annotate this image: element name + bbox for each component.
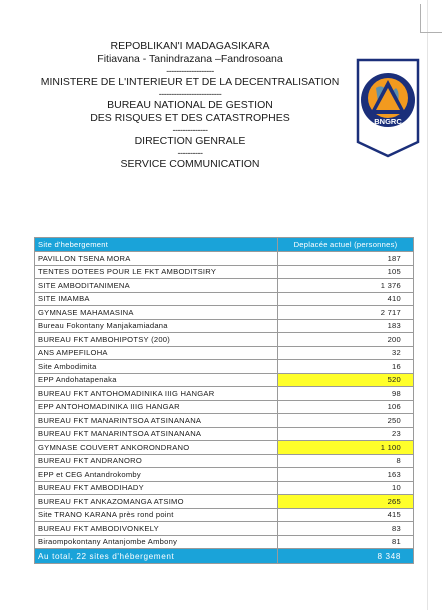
table-row	[35, 333, 414, 347]
table-row	[35, 535, 414, 549]
table-row	[35, 306, 414, 320]
site-name-cell: BUREAU FKT AMBODIHADY	[35, 481, 278, 495]
table-row	[35, 481, 414, 495]
national-motto: Fitiavana - Tanindrazana –Fandrosoana	[97, 53, 283, 65]
displaced-count-cell: 106	[278, 400, 414, 414]
country-name: REPOBLIKAN'I MADAGASIKARA	[110, 40, 270, 52]
page-corner-mark	[420, 4, 442, 44]
table-row	[35, 508, 414, 522]
table-row	[35, 454, 414, 468]
site-name-cell: Site TRANO KARANA près rond point	[35, 508, 278, 522]
site-name-cell: SITE AMBODITANIMENA	[35, 279, 278, 293]
table-row	[35, 346, 414, 360]
separator-dashes: ----------	[177, 148, 203, 158]
bngrc-logo	[350, 58, 426, 158]
site-name-cell: EPP et CEG Antandrokomby	[35, 468, 278, 482]
displaced-count-cell: 10	[278, 481, 414, 495]
table-row	[35, 522, 414, 536]
displaced-count-cell: 81	[278, 535, 414, 549]
displaced-count-cell: 1 100	[278, 441, 414, 455]
site-name-cell: Site Ambodimita	[35, 360, 278, 374]
table-row	[35, 360, 414, 374]
service-name: SERVICE COMMUNICATION	[120, 158, 260, 170]
site-name-cell: BUREAU FKT AMBOHIPOTSY (200)	[35, 333, 278, 347]
column-header-count: Deplacée actuel (personnes)	[278, 238, 414, 252]
displaced-count-cell: 410	[278, 292, 414, 306]
site-name-cell: TENTES DOTEES POUR LE FKT AMBODITSIRY	[35, 265, 278, 279]
direction-name: DIRECTION GENRALE	[134, 135, 246, 147]
site-name-cell: BUREAU FKT MANARINTSOA ATSINANANA	[35, 414, 278, 428]
column-header-site: Site d'hebergement	[35, 238, 278, 252]
site-name-cell: BUREAU FKT AMBODIVONKELY	[35, 522, 278, 536]
displaced-count-cell: 187	[278, 252, 414, 266]
displaced-count-cell: 183	[278, 319, 414, 333]
total-label: Au total, 22 sites d'hébergement	[35, 549, 278, 564]
site-name-cell: SITE IMAMBA	[35, 292, 278, 306]
displaced-count-cell: 23	[278, 427, 414, 441]
table-row	[35, 387, 414, 401]
displaced-count-cell: 163	[278, 468, 414, 482]
total-count: 8 348	[278, 549, 414, 564]
table-row	[35, 468, 414, 482]
displaced-count-cell: 2 717	[278, 306, 414, 320]
site-name-cell: Bureau Fokontany Manjakamiadana	[35, 319, 278, 333]
separator-dashes: -------------------------	[158, 89, 222, 99]
site-name-cell: EPP Andohatapenaka	[35, 373, 278, 387]
table-row	[35, 427, 414, 441]
site-name-cell: BUREAU FKT ANKAZOMANGA ATSIMO	[35, 495, 278, 509]
table-row	[35, 279, 414, 293]
displaced-count-cell: 520	[278, 373, 414, 387]
displaced-count-cell: 1 376	[278, 279, 414, 293]
logo-text: BNGRC	[374, 117, 402, 126]
displaced-count-cell: 105	[278, 265, 414, 279]
table-row	[35, 292, 414, 306]
displaced-count-cell: 250	[278, 414, 414, 428]
displaced-count-cell: 200	[278, 333, 414, 347]
site-name-cell: GYMNASE COUVERT ANKORONDRANO	[35, 441, 278, 455]
site-name-cell: PAVILLON TSENA MORA	[35, 252, 278, 266]
table-row	[35, 373, 414, 387]
table-header-row	[35, 238, 414, 252]
table-row	[35, 414, 414, 428]
separator-dashes: --------------	[172, 125, 208, 135]
table-row	[35, 441, 414, 455]
site-name-cell: ANS AMPEFILOHA	[35, 346, 278, 360]
table-row	[35, 252, 414, 266]
displaced-count-cell: 8	[278, 454, 414, 468]
site-name-cell: BUREAU FKT ANDRANORO	[35, 454, 278, 468]
displaced-count-cell: 83	[278, 522, 414, 536]
table-row	[35, 265, 414, 279]
site-name-cell: EPP ANTOHOMADINIKA IIIG HANGAR	[35, 400, 278, 414]
displaced-count-cell: 265	[278, 495, 414, 509]
displaced-count-cell: 16	[278, 360, 414, 374]
page-edge-line	[427, 0, 428, 610]
site-name-cell: BUREAU FKT ANTOHOMADINIKA IIIG HANGAR	[35, 387, 278, 401]
displaced-count-cell: 98	[278, 387, 414, 401]
site-name-cell: BUREAU FKT MANARINTSOA ATSINANANA	[35, 427, 278, 441]
displaced-count-cell: 415	[278, 508, 414, 522]
displaced-persons-table	[34, 237, 413, 564]
ministry-name: MINISTERE DE L'INTERIEUR ET DE LA DECENTRALISATION	[40, 76, 340, 88]
bureau-name-line-2: DES RISQUES ET DES CATASTROPHES	[90, 112, 290, 124]
bureau-name-line-1: BUREAU NATIONAL DE GESTION	[107, 99, 273, 111]
displaced-count-cell: 32	[278, 346, 414, 360]
table-row	[35, 400, 414, 414]
table-row	[35, 319, 414, 333]
letterhead	[40, 40, 340, 171]
total-row	[35, 549, 414, 564]
site-name-cell: GYMNASE MAHAMASINA	[35, 306, 278, 320]
separator-dashes: -------------------	[166, 66, 214, 76]
site-name-cell: Biraompokontany Antanjombe Ambony	[35, 535, 278, 549]
table-row	[35, 495, 414, 509]
